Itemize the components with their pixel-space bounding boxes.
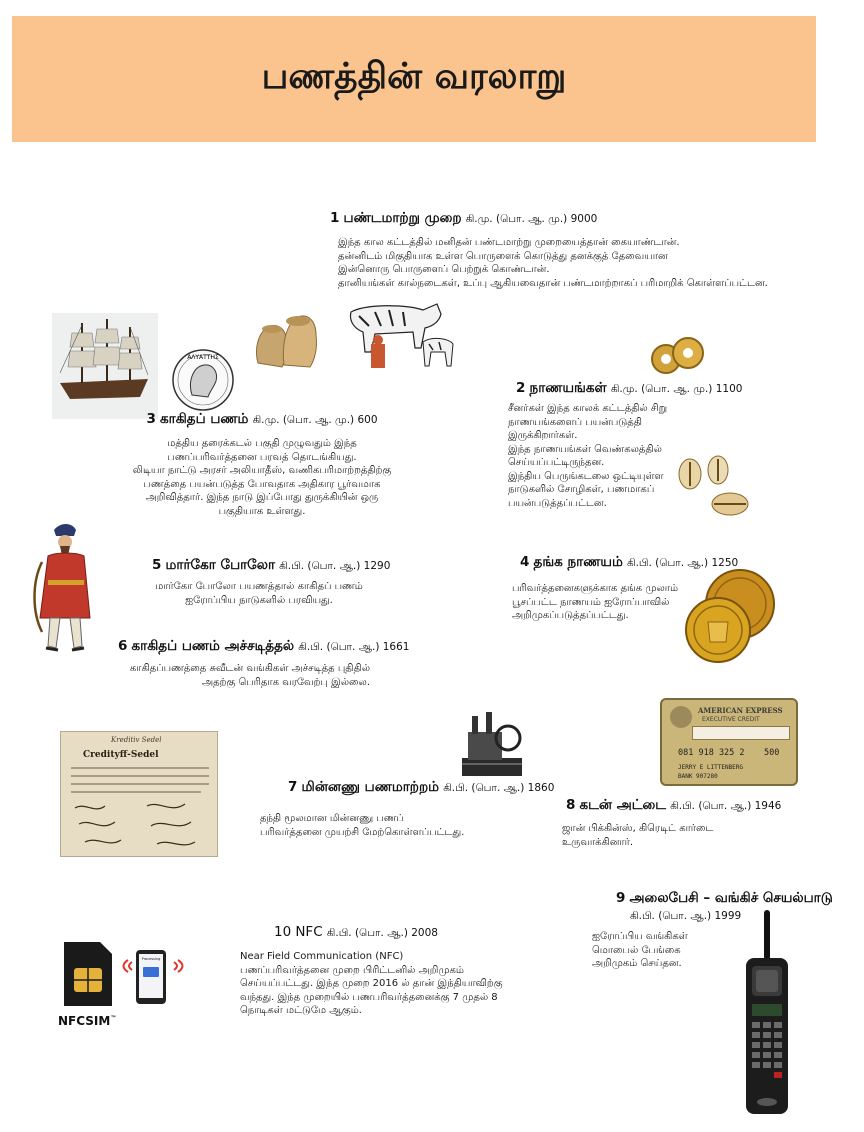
section-line: பூசப்பட்ட நாணயம் ஐரோப்பாவில் [512, 596, 670, 608]
section-line: அதற்கு பெரிதாக வரவேற்பு இல்லை. [202, 676, 370, 688]
banknote-heading: Credityff-Sedel [83, 750, 159, 760]
cattle-illustration [345, 296, 471, 372]
section-line: இந்த கால கட்டத்தில் மனிதன் பண்டமாற்று முறையைத்தான் கையாண்டான். [338, 237, 680, 248]
section-number: 6 [118, 638, 128, 654]
grain-sacks-illustration [254, 309, 322, 369]
cowrie-shells-illustration [676, 454, 752, 522]
nfc-sim-label [58, 1014, 116, 1028]
section-line: அறிவித்தார். இந்த நாடு இப்போது துருக்கியின் ஒரு [145, 492, 379, 503]
section-date: கி.மு. (பொ. ஆ. மு.) 1100 [610, 383, 743, 395]
section-paper-printing-body [100, 662, 370, 689]
section-date: கி.பி. (பொ. ஆ.) 1290 [279, 560, 391, 572]
section-coins-body [508, 402, 667, 510]
section-date: கி.பி. (பொ. ஆ.) 1999 [630, 910, 742, 922]
section-electronic-transfer [288, 779, 554, 797]
section-line: நொடிகள் மட்டுமே ஆகும். [240, 1005, 362, 1016]
card-number: 081 918 325 2 [678, 748, 745, 758]
telegraph-machine-illustration [456, 708, 526, 780]
section-heading [616, 890, 833, 908]
section-line: ஐரோப்பிய வங்கிகள் [592, 931, 688, 942]
section-line: ஐரோப்பிய நாடுகளில் பரவியது. [185, 594, 333, 606]
card-code: 500 [764, 748, 780, 758]
credit-card-illustration [660, 698, 798, 786]
coin-inscription: AΛΥΑΤΤΗΣ [187, 354, 219, 361]
section-line: இருக்கிறார்கள். [508, 430, 578, 441]
card-emblem-icon [670, 706, 692, 728]
phone-screen [139, 954, 163, 998]
section-line: நாடுகளில் சோழிகள், பணமாகப் [508, 484, 655, 495]
section-date: கி.பி. (பொ. ஆ.) 1661 [298, 641, 410, 653]
section-number: 5 [152, 557, 162, 573]
section-line: செய்யப்பட்டிருந்தன. [508, 457, 605, 468]
phone-screen-text: Processing [141, 957, 161, 961]
card-brand: AMERICAN EXPRESS [698, 706, 783, 715]
nfc-signal-icon [118, 958, 134, 974]
section-mobile-banking [616, 890, 833, 923]
section-date: கி.பி. (பொ. ஆ.) 1250 [626, 557, 739, 569]
section-line: வந்தது. இந்த முறையில் பணபரிவர்த்தனைக்கு 7 முதல் 8 [240, 991, 498, 1003]
card-subtitle: EXECUTIVE CREDIT [702, 716, 760, 723]
section-date-row [630, 908, 833, 923]
section-line: பணப்பரிவர்த்தனை பரவத் தொடங்கியது. [167, 451, 357, 463]
section-marco-polo-body [134, 580, 384, 607]
section-line: தந்தி மூலமான மின்னணு பணப் [260, 813, 404, 824]
marco-polo-illustration [26, 522, 104, 656]
section-number: 2 [516, 380, 526, 396]
section-line: அறிமுகப்படுத்தப்பட்டது. [512, 610, 629, 621]
alyattes-coin-illustration [170, 347, 236, 413]
section-number: 7 [288, 779, 298, 795]
section-line: தன்னிடம் மிகுதியாக உள்ள பொருளைக் கொடுத்து தனக்குத் தேவையான [338, 250, 668, 262]
section-line: காகிதப்பணத்தை சுவீடன் வங்கிகள் அச்சடித்த புதிதில் [129, 663, 370, 674]
title-banner [12, 16, 816, 142]
section-number: 1 [330, 210, 340, 226]
trademark-mark: ™ [110, 1015, 117, 1022]
banknote-header: Kreditiv Sedel [111, 736, 162, 744]
section-title: பண்டமாற்று முறை [343, 210, 462, 226]
card-bank: BANK 907280 [678, 773, 718, 780]
section-line: செய்யப்பட்டது. இந்த முறை 2016 ல் தான் இந்தியாவிற்கு [240, 978, 503, 989]
section-title: அலைபேசி – வங்கிச் செயல்பாடு [629, 890, 833, 906]
nfc-sim-text: NFCSIM [58, 1014, 111, 1028]
section-line: பணத்தை பயன்படுத்த போவதாக அதிகார பூர்வமாக [143, 478, 381, 490]
section-title: மார்கோ போலோ [165, 557, 276, 573]
section-line: இன்னொரு பொருளைப் பெற்றுக் கொண்டான். [338, 264, 550, 275]
section-title: காகிதப் பணம் [160, 411, 249, 427]
section-heading [330, 210, 768, 228]
section-heading [288, 779, 554, 797]
section-heading [152, 557, 390, 575]
section-title: நாணயங்கள் [529, 380, 607, 396]
section-credit-card [566, 797, 781, 815]
section-heading [566, 797, 781, 815]
section-nfc [274, 924, 438, 940]
section-line: பரிவர்த்தனை முயற்சி மேற்கொள்ளப்பட்டது. [260, 826, 465, 838]
phone-card-icon [143, 967, 159, 977]
section-line: லிடியா நாட்டு அரசர் அலியாதீஸ், வணிகபரிமாற்றத்திற்கு [132, 465, 392, 476]
section-number: 4 [520, 554, 530, 570]
gold-coins-illustration [682, 566, 778, 666]
section-gold-coin-body [512, 582, 678, 623]
section-date: கி.பி. (பொ. ஆ.) 1946 [670, 800, 782, 812]
card-signature-strip [692, 726, 790, 740]
nfc-signal-icon [172, 958, 188, 974]
section-line: உருவாக்கினார். [562, 836, 634, 848]
section-line: ஜான் பிக்கின்ஸ், கிரெடிட் கார்டை [562, 823, 714, 834]
section-line: மத்திய தரைக்கடல் பகுதி முழுவதும் இந்த [167, 438, 357, 449]
section-line: சீனர்கள் இந்த காலக் கட்டத்தில் சிறு [508, 403, 668, 414]
section-number: 3 [146, 411, 156, 427]
nfc-sim-illustration [58, 938, 198, 1030]
section-nfc-body [240, 950, 503, 1018]
section-line: பயன்படுத்தப்பட்டன. [508, 497, 607, 509]
historic-banknote-illustration [60, 731, 218, 857]
section-date: கி.மு. (பொ. ஆ. மு.) 9000 [465, 213, 598, 225]
section-date: கி.பி. (பொ. ஆ.) 2008 [326, 927, 438, 939]
section-heading [126, 411, 398, 429]
section-line: மொபைல் பேங்கை [592, 944, 681, 956]
section-title: கடன் அட்டை [579, 797, 666, 813]
section-title: NFC [295, 924, 323, 940]
section-heading [516, 380, 742, 398]
section-marco-polo [152, 557, 390, 575]
section-heading [118, 638, 409, 656]
section-line: அறிமுகம் செய்தன. [592, 958, 682, 969]
section-line: நாணயங்களைப் பயன்படுத்தி [508, 416, 642, 428]
section-electronic-transfer-body [260, 812, 464, 839]
phone-icon [136, 950, 166, 1004]
section-barter [330, 210, 768, 290]
section-title: தங்க நாணயம் [533, 554, 623, 570]
section-title: காகிதப் பணம் அச்சடித்தல் [131, 638, 295, 654]
section-line: பணப்பரிவர்த்தனை முறை பிரிட்டனில் அறிமுகம் [240, 964, 464, 976]
section-line: பரிவர்த்தனைகளுக்காக தங்க முலாம் [512, 583, 679, 594]
section-line: Near Field Communication (NFC) [240, 951, 404, 962]
section-paper-printing [118, 638, 409, 656]
section-date: கி.மு. (பொ. ஆ. மு.) 600 [252, 414, 378, 426]
bronze-coins-illustration [648, 333, 708, 381]
section-line: இந்த நாணயங்கள் வெண்கலத்தில் [508, 443, 662, 455]
page-title: பணத்தின் வரலாறு [261, 56, 567, 97]
section-line: மார்கோ போலோ பயணத்தால் காகிதப் பணம் [155, 581, 363, 592]
section-number: 10 [274, 924, 292, 940]
section-credit-card-body [562, 822, 713, 849]
section-title: மின்னணு பணமாற்றம் [301, 779, 440, 795]
ship-illustration [52, 313, 158, 419]
section-coins [516, 380, 742, 398]
card-holder-name: JERRY E LITTENBERG [678, 764, 744, 771]
section-number: 9 [616, 890, 626, 906]
mobile-phone-illustration [742, 910, 792, 1116]
section-line: இந்திய பெருங்கடலை ஒட்டியுள்ள [508, 470, 664, 482]
sim-card-icon [60, 938, 116, 1010]
section-line: தானியங்கள் கால்நடைகள், உப்பு ஆகியவைதான் பண்டமாற்றாகப் பரிமாறிக் கொள்ளப்பட்டன. [338, 277, 768, 289]
section-line: பகுதியாக உள்ளது. [218, 505, 306, 517]
section-paper-money [126, 411, 398, 518]
section-heading [274, 924, 438, 940]
banknote-script-lines [61, 762, 218, 857]
section-number: 8 [566, 797, 576, 813]
section-mobile-banking-body [592, 930, 688, 971]
section-date: கி.பி. (பொ. ஆ.) 1860 [443, 782, 555, 794]
